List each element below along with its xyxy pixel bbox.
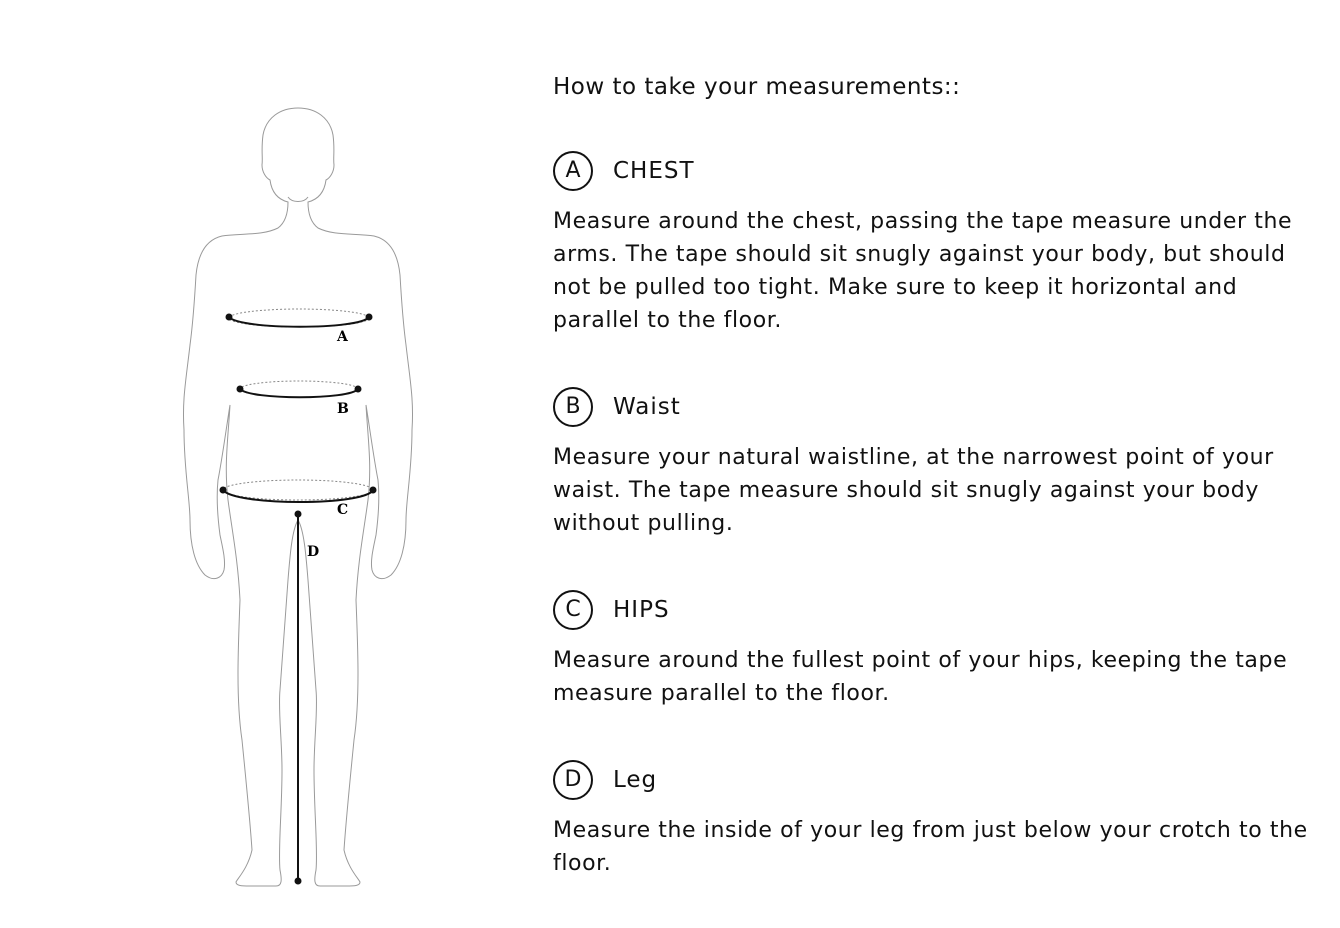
- hips-tape-back: [223, 480, 373, 500]
- leg-tape-dot-bottom: [295, 878, 302, 885]
- section-description: Measure the inside of your leg from just below your crotch to the floor.: [553, 818, 1308, 876]
- chin-line: [288, 197, 308, 202]
- chest-tape-dot-right: [366, 314, 373, 321]
- chest-tape-front: [229, 317, 369, 327]
- measurement-guide: [553, 70, 1323, 876]
- hips-tape-dot-left: [220, 487, 227, 494]
- section-chest: [553, 151, 1323, 337]
- section-title: Leg: [613, 767, 658, 793]
- section-header: [553, 151, 1323, 191]
- hips-marker-label: C: [337, 502, 349, 518]
- body-figure: [160, 95, 450, 895]
- letter-badge: D: [553, 760, 593, 800]
- section-description: Measure around the chest, passing the tape measure under the arms. The tape should sit snugly against your body, but should not be pulled too tight. Make sure to keep it horizontal and parallel to the floor.: [553, 209, 1293, 333]
- body-figure-svg: [160, 95, 450, 895]
- section-title: CHEST: [613, 158, 695, 184]
- leg-marker-label: D: [307, 544, 320, 560]
- waist-marker-label: B: [337, 401, 349, 417]
- waist-tape-dot-right: [355, 386, 362, 393]
- leg-tape-dot-top: [295, 511, 302, 518]
- letter-badge: C: [553, 590, 593, 630]
- chest-tape-dot-left: [226, 314, 233, 321]
- section-header: [553, 590, 1323, 630]
- section-description: Measure your natural waistline, at the narrowest point of your waist. The tape measure should sit snugly against your body without pulling.: [553, 445, 1274, 536]
- chest-marker-label: A: [337, 329, 348, 345]
- section-hips: [553, 590, 1323, 710]
- letter-badge: B: [553, 387, 593, 427]
- waist-tape-front: [240, 389, 358, 397]
- waist-tape-dot-left: [237, 386, 244, 393]
- section-header: [553, 387, 1323, 427]
- section-waist: [553, 387, 1323, 540]
- hips-tape-dot-right: [370, 487, 377, 494]
- guide-title: How to take your measurements::: [553, 74, 961, 100]
- section-leg: [553, 760, 1323, 880]
- section-description: Measure around the fullest point of your hips, keeping the tape measure parallel to the floor.: [553, 648, 1288, 706]
- section-title: Waist: [613, 394, 681, 420]
- letter-badge: A: [553, 151, 593, 191]
- section-header: [553, 760, 1323, 800]
- section-title: HIPS: [613, 597, 670, 623]
